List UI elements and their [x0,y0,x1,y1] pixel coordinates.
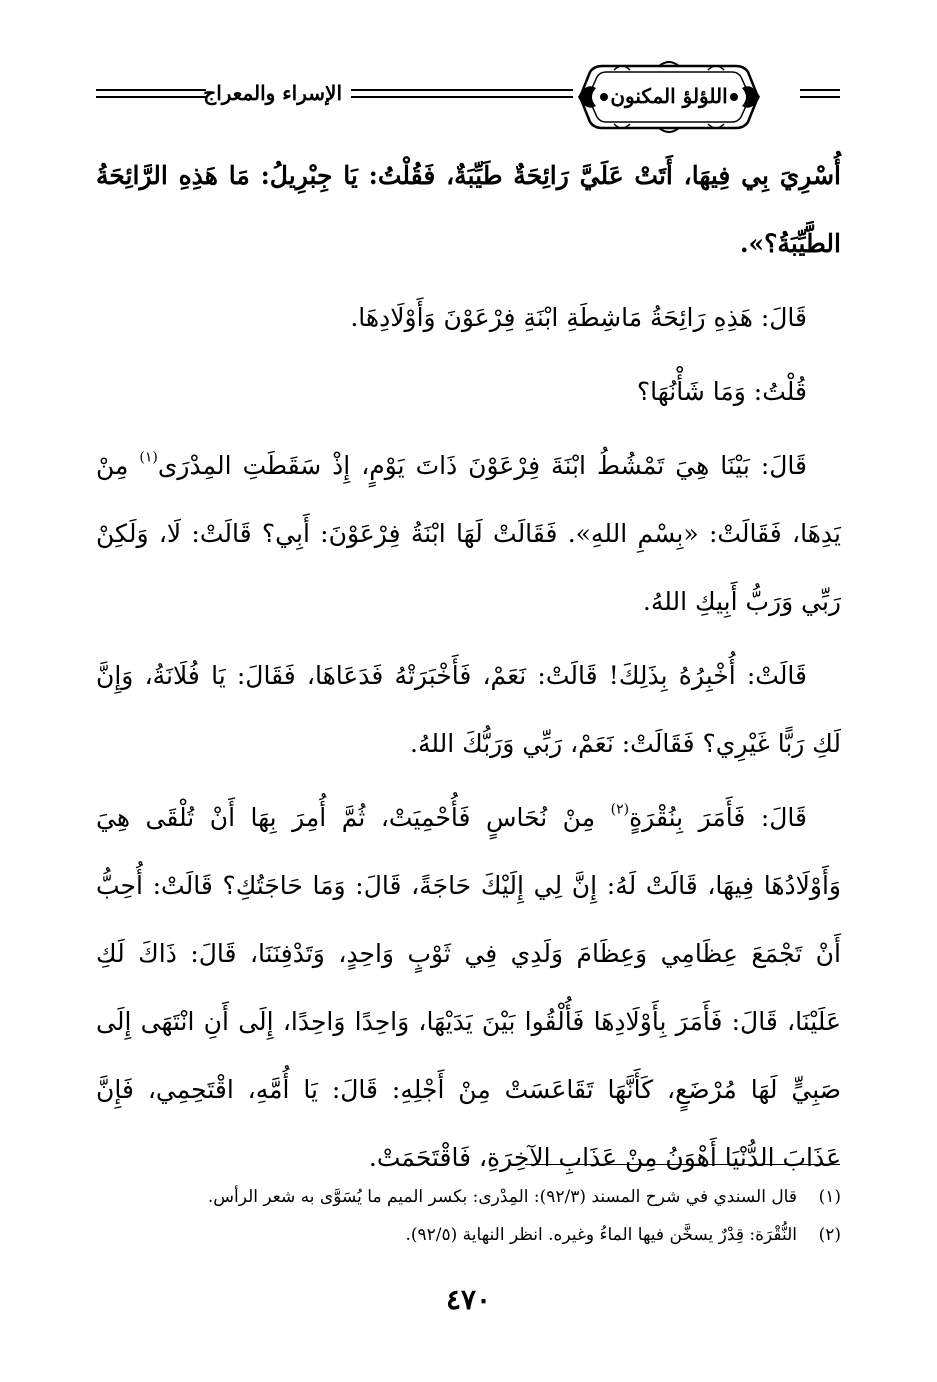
paragraph-4-start: قَالَ: بَيْنَا هِيَ تَمْشُطُ ابْنَةَ فِرْعَوْنَ ذَاتَ يَوْمٍ، إِذْ سَقَطَتِ المِدْرَى [157,451,807,480]
footnote-separator [525,1164,840,1165]
paragraph-1: أُسْرِيَ بِي فِيهَا، أَتَتْ عَلَيَّ رَائِحَةٌ طَيِّبَةٌ، فَقُلْتُ: يَا جِبْرِيلُ: مَا هَذِهِ الرَّائِحَةُ الطَّيِّبَةُ؟». [96,161,841,258]
paragraph-3: قُلْتُ: وَمَا شَأْنُهَا؟ [636,377,807,406]
footnote-ref-1[interactable]: (١) [139,449,158,466]
paragraph-6-start: قَالَ: فَأَمَرَ بِنُقْرَةٍ [629,803,807,832]
header-rule-right [800,89,840,98]
footnote-number: (١) [818,1187,841,1207]
header-rule-middle [351,89,573,98]
page-number: ٤٧٠ [445,1283,492,1316]
footnote-ref-2[interactable]: (٢) [610,801,630,818]
section-title: الإسراء والمعراج [203,81,342,105]
book-title: اللؤلؤ المكنون [610,84,728,108]
paragraph-4 [96,432,841,636]
paragraph-6 [96,784,841,1192]
footnote-number: (٢) [818,1225,841,1245]
footnote-text: النُّقْرَة: قِدْرٌ يسخَّن فيها الماءُ وغيره. انظر النهاية (٩٢/٥). [405,1225,797,1245]
main-text [96,142,841,1192]
book-title-cartouche [574,58,764,136]
paragraph-2: قَالَ: هَذِهِ رَائِحَةُ مَاشِطَةِ ابْنَةِ فِرْعَوْنَ وَأَوْلَادِهَا. [350,303,807,332]
paragraph-6-end: مِنْ نُحَاسٍ فَأُحْمِيَتْ، ثُمَّ أُمِرَ بِهَا أَنْ تُلْقَى هِيَ وَأَوْلَادُهَا فِيهَا، قَالَتْ لَهُ: إِنَّ لِي إِلَيْكَ حَاجَةً، قَالَ: وَمَا حَاجَتُكِ؟ قَالَتْ: أُحِبُّ أَنْ تَجْمَعَ عِظَامِي وَعِظَامَ وَلَدِي فِي ثَوْبٍ وَاحِدٍ، وَتَدْفِنَنَا، قَالَ: ذَاكَ لَكِ عَلَيْنَا، قَالَ: فَأَمَرَ بِأَوْلَادِهَا فَأُلْقُوا بَيْنَ يَدَيْهَا، وَاحِدًا وَاحِدًا، إِلَى أَنِ انْتَهَى إِلَى صَبِيٍّ لَهَا مُرْضَعٍ، كَأَنَّهَا تَقَاعَسَتْ مِنْ أَجْلِهِ: قَالَ: يَا أُمَّهِ، اقْتَحِمِي، فَإِنَّ عَذَابَ الدُّنْيَا أَهْوَنُ مِنْ عَذَابِ الآخِرَةِ، فَاقْتَحَمَتْ. [96,803,841,1172]
page-header [96,58,840,136]
paragraph-4-end: مِنْ يَدِهَا، فَقَالَتْ: «بِسْمِ اللهِ». فَقَالَتْ لَهَا ابْنَةُ فِرْعَوْنَ: أَبِي؟ قَالَتْ: لَا، وَلَكِنْ رَبِّي وَرَبُّ أَبِيكِ اللهُ. [96,451,841,616]
footnotes [96,1178,841,1254]
footnote-text: قال السندي في شرح المسند (٩٢/٣): المِدْرى: بكسر الميم ما يُسَوَّى به شعر الرأس. [207,1187,797,1207]
footnote-1 [96,1178,841,1216]
paragraph-5: قَالَتْ: أُخْبِرُهُ بِذَلِكَ! قَالَتْ: نَعَمْ، فَأَخْبَرَتْهُ فَدَعَاهَا، فَقَالَ: يَا فُلَانَةُ، وَإِنَّ لَكِ رَبًّا غَيْرِي؟ فَقَالَتْ: نَعَمْ، رَبِّي وَرَبُّكَ اللهُ. [96,661,841,758]
footnote-2 [96,1216,841,1254]
header-rule-left [96,89,206,98]
